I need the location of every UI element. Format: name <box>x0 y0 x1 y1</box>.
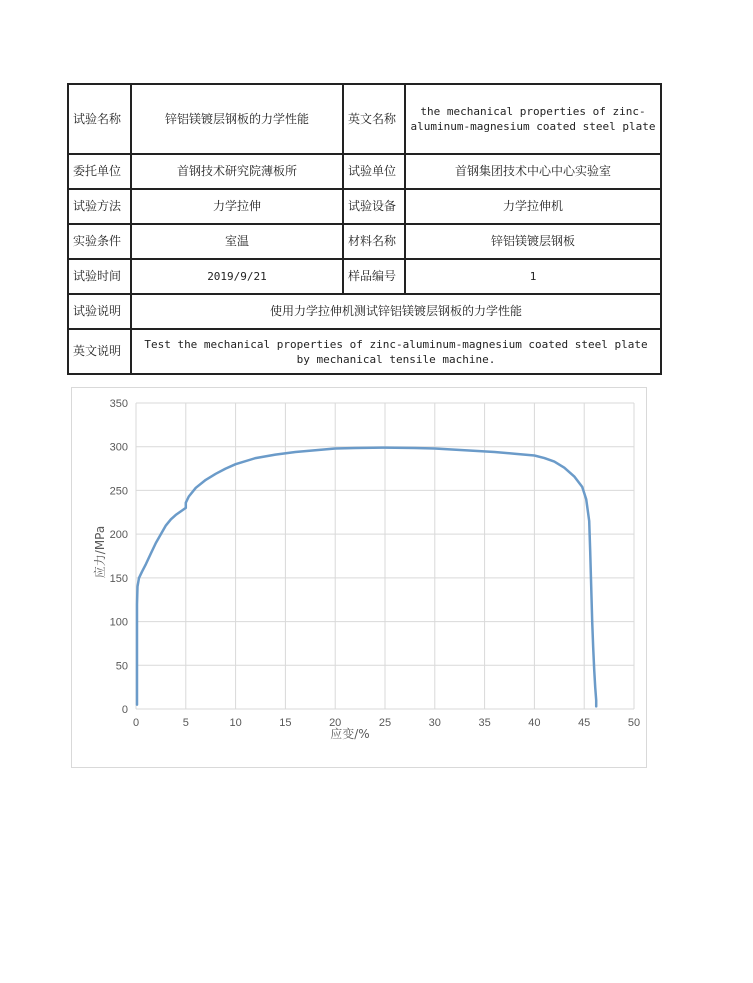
sample-number-label: 样品编号 <box>343 259 405 294</box>
y-tick-label: 50 <box>115 660 128 673</box>
x-axis-title: 应变/% <box>330 727 370 741</box>
x-tick-label: 40 <box>528 717 541 729</box>
y-tick-label: 100 <box>109 616 128 629</box>
method-value: 力学拉伸 <box>131 189 343 224</box>
y-tick-label: 300 <box>109 441 128 454</box>
y-tick-label: 0 <box>121 704 128 716</box>
y-tick-label: 350 <box>109 398 128 410</box>
test-name-label: 试验名称 <box>68 84 131 154</box>
x-tick-label: 45 <box>578 717 591 729</box>
x-tick-label: 35 <box>478 717 491 729</box>
english-description-value: Test the mechanical properties of zinc-aluminum-magnesium coated steel plate by mechanical tensile machine. <box>131 329 661 374</box>
english-description-label: 英文说明 <box>68 329 131 374</box>
y-tick-label: 200 <box>109 529 128 542</box>
y-tick-label: 150 <box>109 572 128 585</box>
description-label: 试验说明 <box>68 294 131 329</box>
table-row <box>68 294 661 329</box>
series-line <box>137 448 596 707</box>
stress-strain-chart <box>71 387 647 768</box>
x-tick-label: 0 <box>132 717 140 729</box>
table-row <box>68 84 661 154</box>
x-tick-label: 30 <box>428 717 441 729</box>
y-tick-label: 250 <box>109 485 128 498</box>
material-label: 材料名称 <box>343 224 405 259</box>
chart-svg <box>72 388 648 769</box>
lab-label: 试验单位 <box>343 154 405 189</box>
english-name-label: 英文名称 <box>343 84 405 154</box>
table-row <box>68 224 661 259</box>
test-info-body <box>68 84 661 374</box>
condition-label: 实验条件 <box>68 224 131 259</box>
method-label: 试验方法 <box>68 189 131 224</box>
table-row <box>68 189 661 224</box>
equipment-label: 试验设备 <box>343 189 405 224</box>
test-name-value: 锌铝镁镀层钢板的力学性能 <box>131 84 343 154</box>
test-date-value: 2019/9/21 <box>131 259 343 294</box>
equipment-value: 力学拉伸机 <box>405 189 661 224</box>
table-row <box>68 154 661 189</box>
x-tick-label: 5 <box>182 717 189 729</box>
client-label: 委托单位 <box>68 154 131 189</box>
client-value: 首钢技术研究院薄板所 <box>131 154 343 189</box>
test-info-table <box>67 83 662 375</box>
description-value: 使用力学拉伸机测试锌铝镁镀层钢板的力学性能 <box>131 294 661 329</box>
lab-value: 首钢集团技术中心中心实验室 <box>405 154 661 189</box>
x-tick-label: 25 <box>378 717 392 729</box>
test-date-label: 试验时间 <box>68 259 131 294</box>
condition-value: 室温 <box>131 224 343 259</box>
table-row <box>68 329 661 374</box>
x-tick-label: 10 <box>229 717 242 729</box>
material-value: 锌铝镁镀层钢板 <box>405 224 661 259</box>
english-name-value: the mechanical properties of zinc-aluminum-magnesium coated steel plate <box>405 84 661 154</box>
x-tick-label: 50 <box>627 717 641 729</box>
x-tick-label: 15 <box>279 717 292 729</box>
table-row <box>68 259 661 294</box>
x-tick-label: 20 <box>329 717 342 729</box>
y-axis-title: 应力/MPa <box>93 525 107 579</box>
sample-number-value: 1 <box>405 259 661 294</box>
